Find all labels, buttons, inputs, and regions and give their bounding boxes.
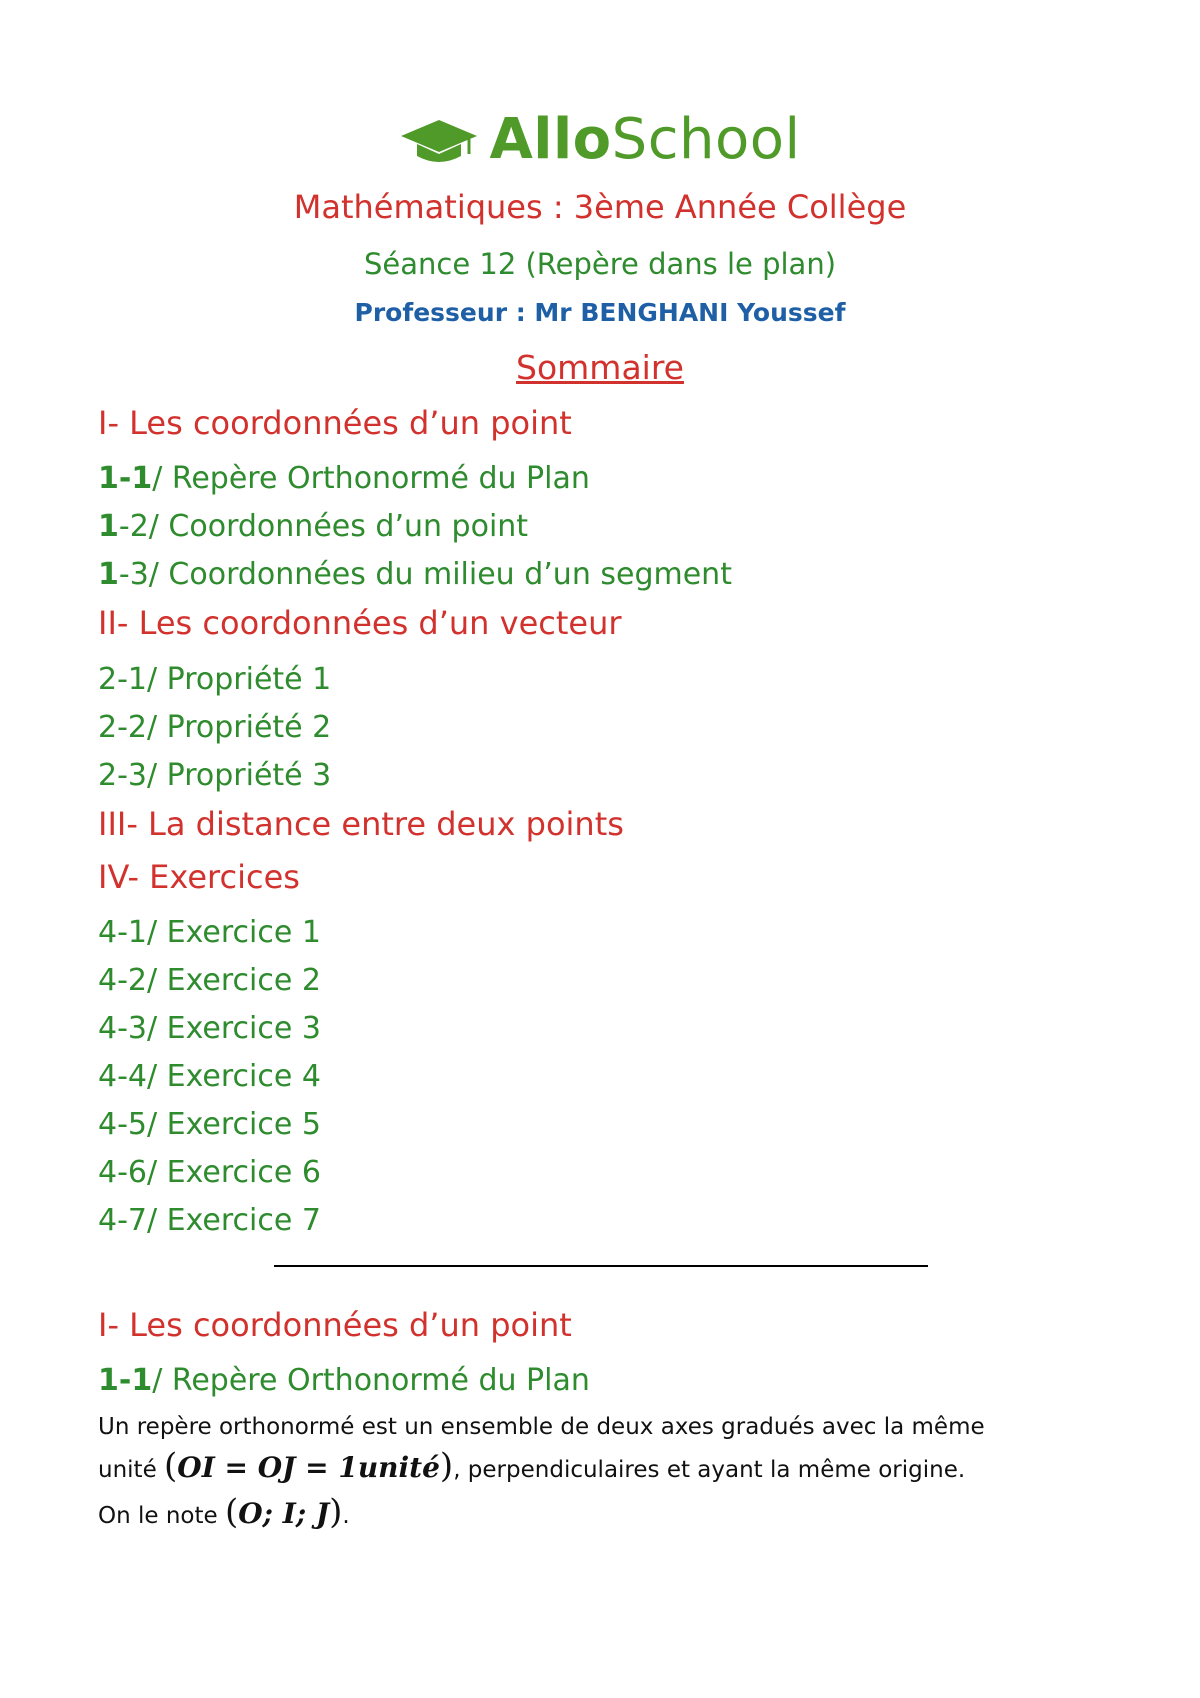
summary-item-section-3: III- La distance entre deux points	[98, 805, 624, 843]
summary-item-1-3: 1-3/ Coordonnées du milieu d’un segment	[98, 557, 732, 592]
math-formula: (OI = OJ = 1unité)	[164, 1446, 454, 1486]
graduation-cap-icon	[399, 112, 479, 168]
definition-paragraph-line-1: Un repère orthonormé est un ensemble de deux axes gradués avec la même	[98, 1414, 985, 1440]
summary-item-2-3: 2-3/ Propriété 3	[98, 758, 332, 793]
logo-text: AlloSchool	[489, 107, 801, 172]
alloschool-logo	[0, 107, 1200, 172]
summary-item-section-2: II- Les coordonnées d’un vecteur	[98, 604, 622, 642]
professor-name: Professeur : Mr BENGHANI Youssef	[354, 298, 846, 327]
summary-item-4-5: 4-5/ Exercice 5	[98, 1107, 321, 1142]
summary-item-2-1: 2-1/ Propriété 1	[98, 662, 332, 697]
summary-item-4-4: 4-4/ Exercice 4	[98, 1059, 321, 1094]
summary-title: Sommaire	[516, 348, 684, 387]
summary-item-section-1: I- Les coordonnées d’un point	[98, 404, 572, 442]
summary-item-4-1: 4-1/ Exercice 1	[98, 915, 321, 950]
summary-item-4-7: 4-7/ Exercice 7	[98, 1203, 321, 1238]
summary-item-2-2: 2-2/ Propriété 2	[98, 710, 332, 745]
summary-item-4-3: 4-3/ Exercice 3	[98, 1011, 321, 1046]
section-title: I- Les coordonnées d’un point	[98, 1306, 572, 1344]
seance-title: Séance 12 (Repère dans le plan)	[363, 247, 837, 281]
summary-item-1-1: 1-1/ Repère Orthonormé du Plan	[98, 461, 590, 496]
section-subtitle: 1-1/ Repère Orthonormé du Plan	[98, 1363, 590, 1398]
summary-item-4-6: 4-6/ Exercice 6	[98, 1155, 321, 1190]
math-notation: (O; I; J)	[224, 1492, 343, 1532]
section-divider	[274, 1265, 928, 1267]
summary-item-1-2: 1-2/ Coordonnées d’un point	[98, 509, 529, 544]
summary-item-section-4: IV- Exercices	[98, 858, 300, 896]
subject-title: Mathématiques : 3ème Année Collège	[293, 188, 907, 226]
summary-item-4-2: 4-2/ Exercice 2	[98, 963, 321, 998]
definition-paragraph-line-2: unité (OI = OJ = 1unité), perpendiculaires et ayant la même origine.	[98, 1446, 966, 1486]
notation-paragraph: On le note (O; I; J).	[98, 1492, 350, 1532]
